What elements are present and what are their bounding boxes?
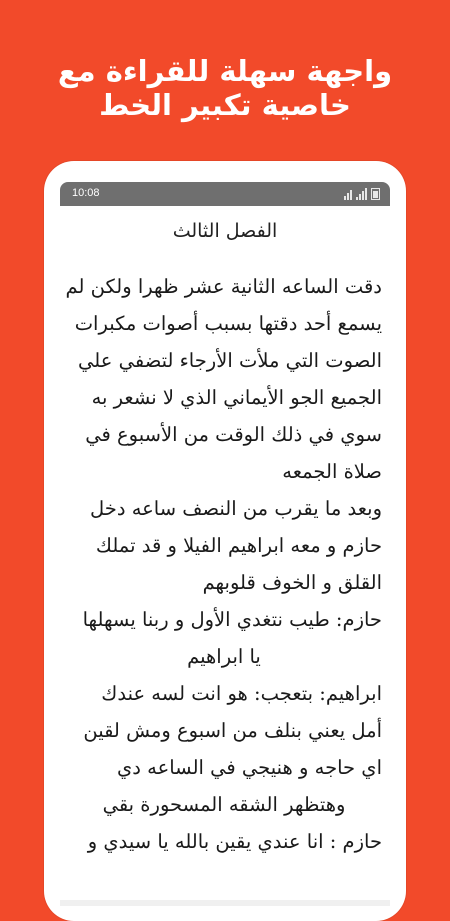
text-line: حازم : انا عندي يقين بالله يا سيدي و bbox=[87, 830, 382, 853]
reader-text bbox=[60, 268, 390, 860]
text-line: حازم: طيب نتغدي الأول و ربنا يسهلها bbox=[82, 608, 382, 631]
chapter-title: الفصل الثالث bbox=[172, 220, 278, 242]
promo-headline bbox=[0, 54, 450, 122]
status-time: 10:08 bbox=[72, 187, 100, 199]
text-line: ابراهيم: بتعجب: هو انت لسه عندك bbox=[101, 682, 382, 705]
reader-page[interactable] bbox=[60, 206, 390, 906]
text-line: سوي في ذلك الوقت من الأسبوع في bbox=[85, 423, 382, 446]
text-line: يا ابراهيم bbox=[187, 645, 261, 668]
signal-icon bbox=[356, 188, 367, 200]
text-line: وبعد ما يقرب من النصف ساعه دخل bbox=[90, 497, 382, 520]
headline-line-1: واجهة سهلة للقراءة مع bbox=[57, 54, 393, 88]
text-line: الجميع الجو الأيماني الذي لا نشعر به bbox=[91, 386, 382, 409]
text-line: يسمع أحد دقتها بسبب أصوات مكبرات bbox=[74, 312, 382, 335]
text-line: الصوت التي ملأت الأرجاء لتضفي علي bbox=[78, 349, 382, 372]
text-line: وهتظهر الشقه المسحورة بقي bbox=[102, 793, 346, 816]
text-line: أمل يعني بنلف من اسبوع ومش لقين bbox=[83, 719, 382, 742]
status-bar bbox=[60, 182, 390, 206]
battery-icon bbox=[371, 188, 380, 200]
phone-mockup bbox=[44, 161, 406, 921]
page-bottom-edge bbox=[60, 900, 390, 906]
wifi-icon bbox=[344, 188, 352, 200]
text-line: حازم و معه ابراهيم الفيلا و قد تملك bbox=[95, 534, 382, 557]
text-line: القلق و الخوف قلوبهم bbox=[202, 571, 382, 594]
text-line: صلاة الجمعه bbox=[282, 460, 382, 483]
status-icons bbox=[344, 188, 380, 200]
text-line: دقت الساعه الثانية عشر ظهرا ولكن لم bbox=[65, 275, 382, 298]
headline-line-2: خاصية تكبير الخط bbox=[99, 88, 351, 122]
text-line: اي حاجه و هنيجي في الساعه دي bbox=[117, 756, 382, 779]
